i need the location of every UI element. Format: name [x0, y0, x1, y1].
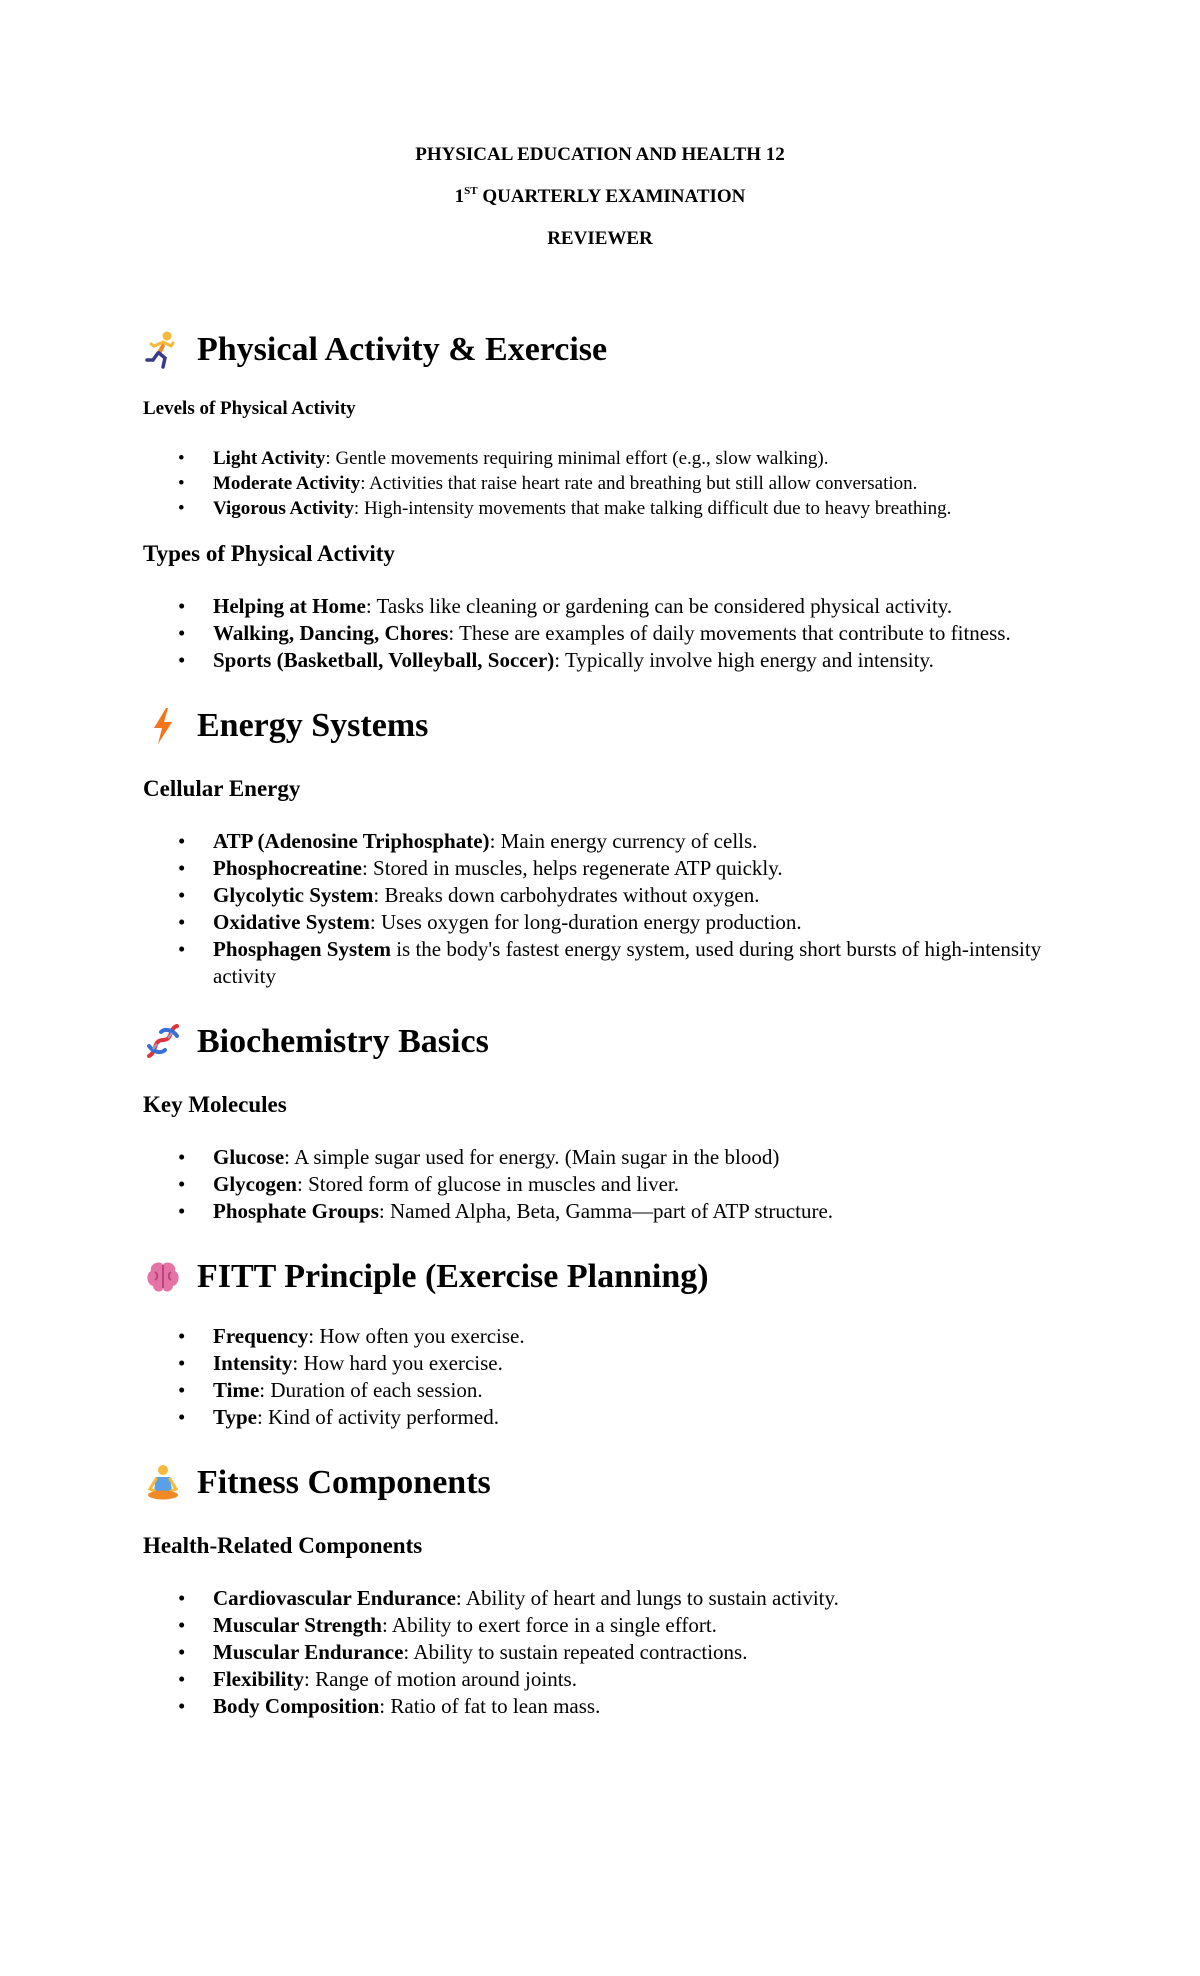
- list-item-term: Glycogen: [213, 1172, 297, 1196]
- document-header: [0, 138, 1200, 264]
- bullet-glyph: •: [178, 1145, 186, 1169]
- list-item: [143, 909, 1083, 936]
- list-item-description: : Tasks like cleaning or gardening can be considered physical activity.: [365, 594, 953, 618]
- list-item-description: : A simple sugar used for energy. (Main sugar in the blood): [284, 1145, 780, 1169]
- lightning-bolt-icon: [143, 706, 183, 746]
- list-item: [143, 593, 1083, 620]
- list-item: [143, 496, 1083, 521]
- list-item-term: Phosphate Groups: [213, 1199, 379, 1223]
- bullet-glyph: •: [178, 473, 185, 494]
- list-item-description: : How hard you exercise.: [292, 1351, 503, 1375]
- bullet-glyph: •: [178, 829, 186, 853]
- list-item: [143, 1612, 1083, 1639]
- header-exam-number: 1: [454, 186, 465, 207]
- header-subtitle: REVIEWER: [547, 228, 653, 249]
- list-item-term: Intensity: [213, 1351, 293, 1375]
- list-item-term: Light Activity: [213, 448, 326, 469]
- section-heading-text: Physical Activity & Exercise: [197, 331, 608, 368]
- list-item-description: : Gentle movements requiring minimal effort (e.g., slow walking).: [325, 448, 829, 469]
- bullet-glyph: •: [178, 448, 185, 469]
- list-item-description: : Main energy currency of cells.: [489, 829, 758, 853]
- list-item: [143, 828, 1083, 855]
- list-item: [143, 1144, 1083, 1171]
- list-item: [143, 446, 1083, 471]
- list-item-term: Moderate Activity: [213, 473, 361, 494]
- list-item-description: : Stored form of glucose in muscles and liver.: [297, 1172, 680, 1196]
- subheading: Health-Related Components: [143, 1533, 423, 1558]
- bullet-glyph: •: [178, 1694, 186, 1718]
- section-fitness-components: [143, 1453, 1083, 1720]
- bullet-list: [143, 1323, 1083, 1431]
- bullet-glyph: •: [178, 1351, 186, 1375]
- list-item: [143, 1693, 1083, 1720]
- list-item-term: Cardiovascular Endurance: [213, 1586, 456, 1610]
- bullet-list: [143, 1585, 1083, 1720]
- list-item-description: : Kind of activity performed.: [256, 1405, 499, 1429]
- meditating-person-icon: [143, 1463, 183, 1503]
- list-item-term: Muscular Strength: [213, 1613, 382, 1637]
- list-item-term: Helping at Home: [213, 594, 366, 618]
- section-physical-activity-exercise: [143, 320, 1083, 674]
- running-person-icon: [143, 330, 183, 370]
- bullet-glyph: •: [178, 1324, 186, 1348]
- list-item-description: : Activities that raise heart rate and breathing but still allow conversation.: [360, 473, 918, 494]
- dna-icon: [143, 1022, 183, 1062]
- header-exam-line: [0, 180, 1200, 222]
- section-heading-text: Energy Systems: [197, 707, 429, 744]
- bullet-glyph: •: [178, 621, 186, 645]
- list-item: [143, 1585, 1083, 1612]
- list-item: [143, 882, 1083, 909]
- header-exam-text: QUARTERLY EXAMINATION: [477, 186, 746, 207]
- bullet-glyph: •: [178, 883, 186, 907]
- bullet-list: [143, 593, 1083, 674]
- bullet-glyph: •: [178, 648, 186, 672]
- bullet-glyph: •: [178, 1613, 186, 1637]
- list-item-term: Vigorous Activity: [213, 498, 354, 519]
- section-fitt-principle-exercise-planning: [143, 1247, 1083, 1431]
- list-item-description: : High-intensity movements that make talking difficult due to heavy breathing.: [353, 498, 952, 519]
- list-item-term: Frequency: [213, 1324, 309, 1348]
- header-title: PHYSICAL EDUCATION AND HEALTH 12: [415, 144, 785, 165]
- list-item-term: Glucose: [213, 1145, 285, 1169]
- list-item: [143, 1350, 1083, 1377]
- bullet-glyph: •: [178, 1405, 186, 1429]
- section-heading: [143, 1247, 1083, 1307]
- list-item: [143, 1666, 1083, 1693]
- list-item: [143, 471, 1083, 496]
- list-item: [143, 1639, 1083, 1666]
- section-heading: [143, 1012, 1083, 1072]
- list-item-description: : Range of motion around joints.: [304, 1667, 577, 1691]
- list-item-description: : These are examples of daily movements that contribute to fitness.: [448, 621, 1011, 645]
- list-item: [143, 620, 1083, 647]
- list-item-description: : Typically involve high energy and intensity.: [554, 648, 934, 672]
- bullet-glyph: •: [178, 910, 186, 934]
- section-heading-text: Biochemistry Basics: [197, 1023, 489, 1060]
- section-heading: [143, 696, 1083, 756]
- list-item-description: : Breaks down carbohydrates without oxygen.: [373, 883, 760, 907]
- bullet-glyph: •: [178, 1586, 186, 1610]
- list-item-description: : Ratio of fat to lean mass.: [379, 1694, 601, 1718]
- list-item-description: : Duration of each session.: [259, 1378, 483, 1402]
- list-item-term: Flexibility: [213, 1667, 304, 1691]
- list-item: [143, 1198, 1083, 1225]
- list-item-description: : Ability of heart and lungs to sustain activity.: [455, 1586, 839, 1610]
- list-item-description: : How often you exercise.: [308, 1324, 525, 1348]
- list-item-term: ATP (Adenosine Triphosphate): [213, 829, 490, 853]
- spacer: [143, 1307, 1083, 1323]
- list-item-term: Walking, Dancing, Chores: [213, 621, 449, 645]
- bullet-list: [143, 446, 1083, 521]
- bullet-glyph: •: [178, 937, 186, 961]
- list-item-description: : Uses oxygen for long-duration energy production.: [369, 910, 802, 934]
- subheading: Levels of Physical Activity: [143, 398, 356, 419]
- bullet-glyph: •: [178, 594, 186, 618]
- list-item-term: Phosphagen System: [213, 937, 391, 961]
- bullet-glyph: •: [178, 1378, 186, 1402]
- list-item-description: is the body's fastest energy system, used during short bursts of high-intensity activity: [213, 937, 1042, 988]
- section-heading-text: FITT Principle (Exercise Planning): [197, 1258, 709, 1295]
- list-item: [143, 855, 1083, 882]
- list-item-term: Phosphocreatine: [213, 856, 362, 880]
- subheading: Key Molecules: [143, 1092, 287, 1117]
- list-item-term: Muscular Endurance: [213, 1640, 404, 1664]
- header-exam-ordinal: ST: [464, 185, 478, 197]
- section-heading: [143, 320, 1083, 380]
- list-item: [143, 1404, 1083, 1431]
- bullet-glyph: •: [178, 1199, 186, 1223]
- list-item: [143, 647, 1083, 674]
- document-content: [143, 320, 1083, 1742]
- section-heading-text: Fitness Components: [197, 1464, 491, 1501]
- list-item-term: Glycolytic System: [213, 883, 374, 907]
- list-item-term: Oxidative System: [213, 910, 370, 934]
- bullet-glyph: •: [178, 498, 185, 519]
- list-item: [143, 1323, 1083, 1350]
- list-item-term: Type: [213, 1405, 257, 1429]
- list-item-term: Body Composition: [213, 1694, 380, 1718]
- bullet-list: [143, 828, 1083, 990]
- list-item-description: : Named Alpha, Beta, Gamma—part of ATP structure.: [378, 1199, 834, 1223]
- subheading: Cellular Energy: [143, 776, 301, 801]
- list-item: [143, 936, 1083, 990]
- bullet-glyph: •: [178, 856, 186, 880]
- bullet-glyph: •: [178, 1667, 186, 1691]
- section-biochemistry-basics: [143, 1012, 1083, 1225]
- list-item-description: : Stored in muscles, helps regenerate ATP quickly.: [361, 856, 783, 880]
- section-energy-systems: [143, 696, 1083, 990]
- subheading: Types of Physical Activity: [143, 541, 395, 566]
- bullet-glyph: •: [178, 1640, 186, 1664]
- brain-icon: [143, 1257, 183, 1297]
- bullet-list: [143, 1144, 1083, 1225]
- list-item-description: : Ability to exert force in a single effort.: [381, 1613, 717, 1637]
- list-item-description: : Ability to sustain repeated contractions.: [403, 1640, 748, 1664]
- list-item-term: Time: [213, 1378, 260, 1402]
- list-item-term: Sports (Basketball, Volleyball, Soccer): [213, 648, 555, 672]
- list-item: [143, 1377, 1083, 1404]
- list-item: [143, 1171, 1083, 1198]
- section-heading: [143, 1453, 1083, 1513]
- bullet-glyph: •: [178, 1172, 186, 1196]
